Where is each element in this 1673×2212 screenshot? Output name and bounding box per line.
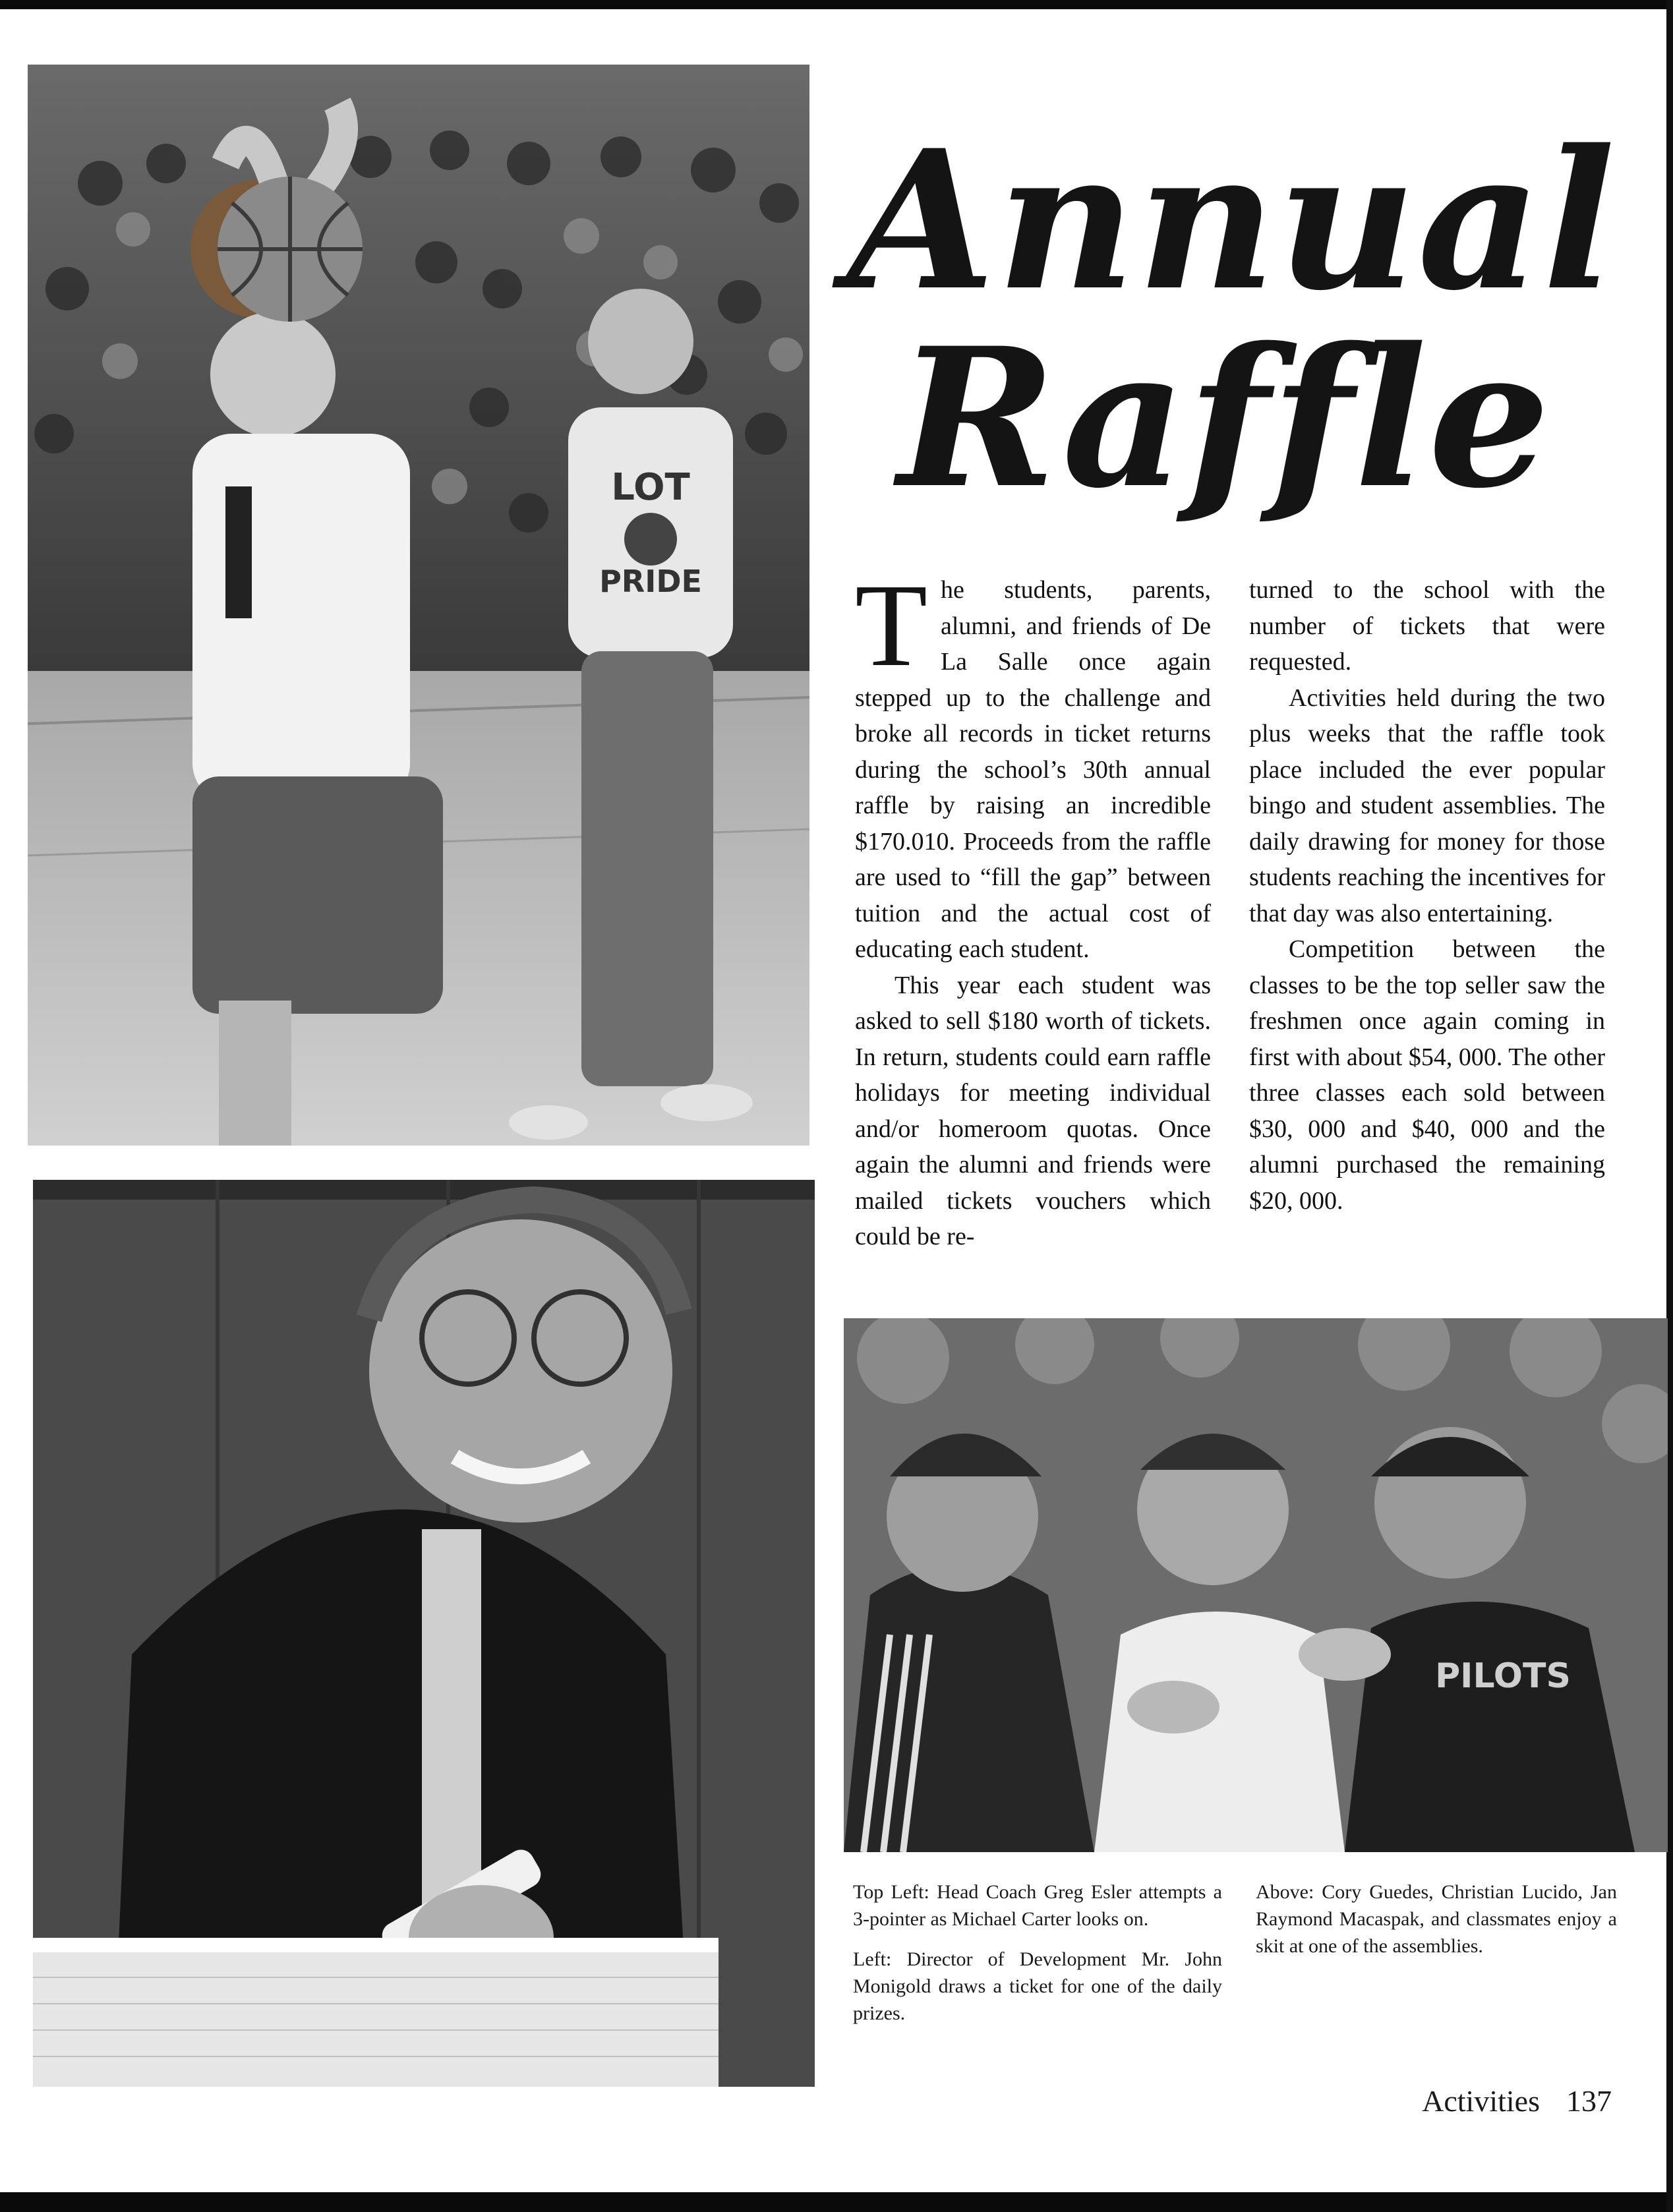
- photo-students-at-assembly: [844, 1318, 1668, 1852]
- article-column-2: [1249, 572, 1605, 1219]
- headline-line-1: Annual: [847, 109, 1617, 333]
- section-name: Activities: [1422, 2084, 1540, 2118]
- shirt-text-pilots: PILOTS: [1435, 1656, 1571, 1696]
- article-column-1: [855, 560, 1211, 1255]
- paragraph-text: he students, parents, alumni, and friends of De La Salle once again stepped up to the challenge and broke all records in ticket returns during the school’s 30th annual raffle by raising an incredible $170.010. Proceeds from the raffle are used to “fill the gap” between tuition and the actual cost of educating each student.: [855, 576, 1211, 963]
- scan-border-top: [0, 0, 1673, 9]
- article-paragraph: This year each student was asked to sell $180 worth of tickets. In return, students could earn raffle holidays for meeting individual and/or homeroom quotas. Once again the alumni and friends were mailed tickets vouchers which could be re-: [855, 971, 1211, 1250]
- scan-border-right: [1666, 0, 1673, 2212]
- photo-director-drawing-ticket: [33, 1180, 815, 2087]
- caption-left: Left: Director of Development Mr. John Monigold draws a ticket for one of the daily prizes.: [853, 1948, 1222, 2024]
- article-paragraph: Competition between the classes to be the top seller saw the freshmen once again coming in first with about $54, 000. The other three classes each sold between $30, 000 and $40, 000 and the alumni purchased the remaining $20, 000.: [1249, 935, 1605, 1215]
- headline-line-2: Raffle: [897, 306, 1552, 531]
- article-paragraph: [855, 560, 1211, 968]
- caption-top-left: Top Left: Head Coach Greg Esler attempts a 3-pointer as Michael Carter looks on.: [853, 1881, 1222, 1930]
- article-paragraph: Activities held during the two plus weeks that the raffle took place included the ever popular bingo and student assemblies. The daily drawing for money for those students reaching the incentives for that day was also entertaining.: [1249, 684, 1605, 927]
- page-footer: [1384, 2081, 1612, 2121]
- article-paragraph: turned to the school with the number of tickets that were requested.: [1249, 576, 1605, 676]
- shirt-text-top: LOT: [611, 466, 690, 509]
- shirt-text-bottom: PRIDE: [599, 564, 702, 599]
- caption-block-left: [853, 1878, 1222, 2040]
- photo-coach-shooting-basketball: [28, 65, 809, 1146]
- scan-border-bottom: [0, 2192, 1673, 2212]
- page-number: 137: [1566, 2084, 1612, 2118]
- drop-cap: T: [855, 560, 927, 691]
- caption-above: Above: Cory Guedes, Christian Lucido, Jan Raymond Macaspak, and classmates enjoy a skit at one of the assemblies.: [1256, 1881, 1617, 1957]
- caption-block-right: [1256, 1878, 1617, 1973]
